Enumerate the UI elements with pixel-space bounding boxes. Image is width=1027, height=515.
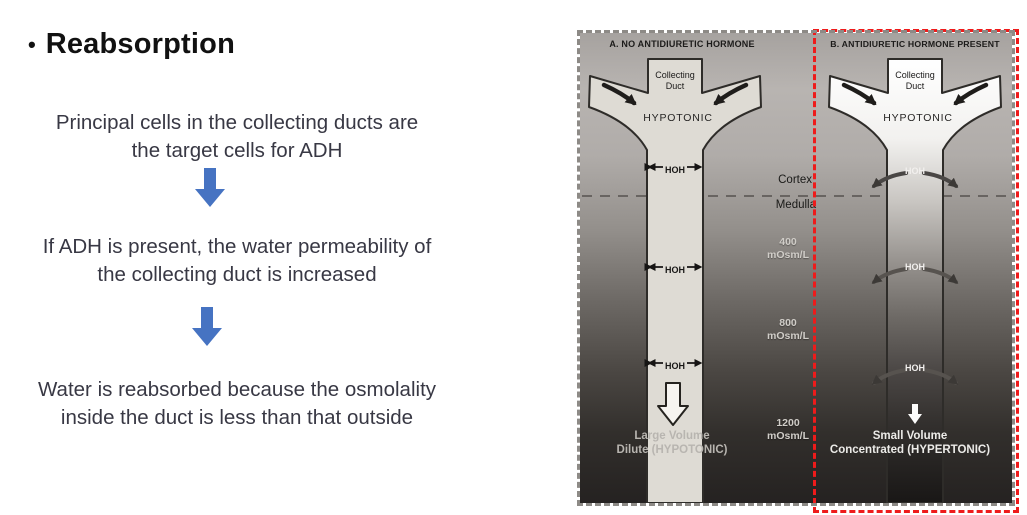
tonicity-label-a: HYPOTONIC [643,112,713,124]
cortex-label: Cortex [778,174,812,186]
step-2-text [2,233,472,289]
medulla-label: Medulla [775,199,816,211]
collecting-duct-diagram [580,33,1012,503]
hoh-label-a1 [650,160,700,178]
duct-a-label [649,70,701,92]
panel-b-footer [808,429,1012,457]
down-arrow-icon [195,168,225,207]
bullet-icon: • [28,32,36,57]
osmolality-unit: mOsm/L [766,330,809,342]
panel-b-footer-line1: Small Volume [872,430,948,442]
step-3-text [2,376,472,432]
step-3-line-1: Water is reabsorbed because the osmolality [37,378,437,401]
step-1-line-2: the target cells for ADH [131,139,343,162]
panel-a-footer [592,429,752,457]
panel-a-footer-line1: Large Volume [634,430,710,442]
osmolality-value: 1200 [776,417,800,429]
hoh-label-b3: HOH [905,363,925,373]
tonicity-label-b: HYPOTONIC [883,112,953,124]
hoh-label-b1: HOH [905,166,925,176]
osmolality-unit: mOsm/L [766,430,809,442]
step-1-line-1: Principal cells in the collecting ducts are [55,111,419,134]
hoh-text: HOH [665,361,685,371]
hoh-text: HOH [665,265,685,275]
step-3-line-2: inside the duct is less than that outside [60,406,414,429]
osmolality-value: 800 [779,317,797,329]
step-1-text [2,109,472,165]
duct-b-label-line1: Collecting [895,70,935,80]
panel-a-header: A. NO ANTIDIURETIC HORMONE [609,39,755,49]
duct-a-label-line2: Duct [665,81,685,91]
duct-b-label-line2: Duct [905,81,925,91]
osmolality-label-400 [728,236,848,262]
step-2-line-2: the collecting duct is increased [97,263,377,286]
hoh-label-a2 [650,260,700,278]
panel-b-footer-line2: Concentrated (HYPERTONIC) [829,444,991,456]
hoh-text: HOH [665,165,685,175]
slide-title-row [28,28,235,61]
hoh-label-b2: HOH [905,262,925,272]
duct-a-label-line1: Collecting [655,70,695,80]
down-arrow-icon [192,307,222,346]
hoh-label-a3 [650,356,700,374]
osmolality-label-800 [728,317,848,343]
duct-b-label [889,70,941,92]
osmolality-unit: mOsm/L [766,249,809,261]
osmolality-value: 400 [779,236,797,248]
step-2-line-1: If ADH is present, the water permeability of [42,235,432,258]
panel-b-header: B. ANTIDIURETIC HORMONE PRESENT [830,39,1000,49]
panel-a-footer-line2: Dilute (HYPOTONIC) [616,444,728,456]
page-title: Reabsorption [45,28,236,60]
